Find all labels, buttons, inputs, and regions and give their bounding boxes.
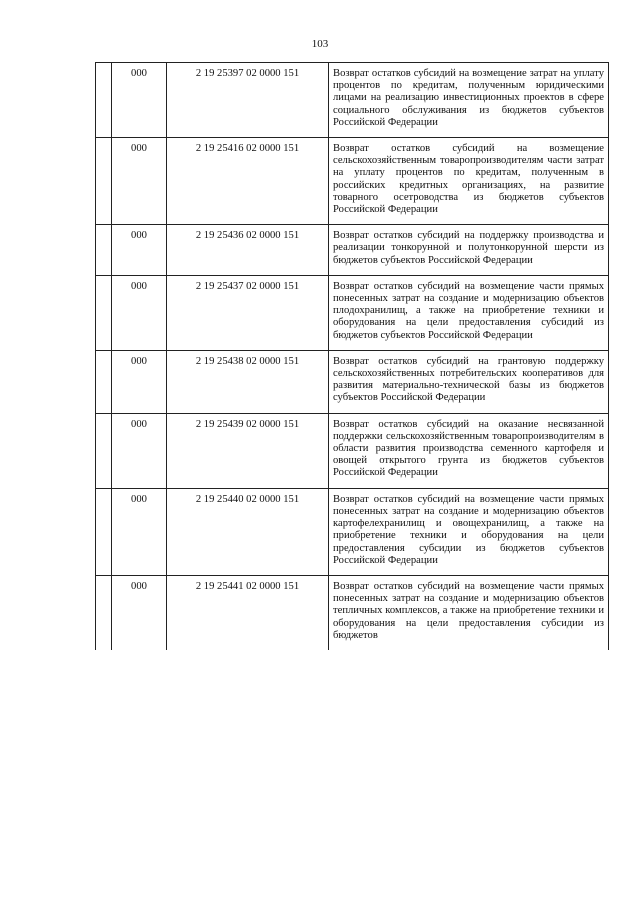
blank-cell xyxy=(96,225,112,276)
table-row xyxy=(96,63,609,138)
admin-code-cell: 000 xyxy=(112,138,167,225)
income-name-cell: Возврат остатков субсидий на возмещение части прямых понесенных затрат на создание и модернизацию объектов картофелехранилищ и овощехранилищ, а также на приобретение техники и оборудования на цели предоставления субсидии из бюджетов субъектов Российской Федерации xyxy=(329,488,609,575)
admin-code-cell: 000 xyxy=(112,488,167,575)
budget-code-cell: 2 19 25436 02 0000 151 xyxy=(167,225,329,276)
budget-code-cell: 2 19 25439 02 0000 151 xyxy=(167,413,329,488)
budget-code-cell: 2 19 25397 02 0000 151 xyxy=(167,63,329,138)
admin-code-cell: 000 xyxy=(112,413,167,488)
income-name-cell: Возврат остатков субсидий на возмещение затрат на уплату процентов по кредитам, полученным юридическими лицами на реализацию инвестиционных проектов в сфере социального обслуживания из бюджетов субъектов Российской Федерации xyxy=(329,63,609,138)
budget-code-cell: 2 19 25437 02 0000 151 xyxy=(167,275,329,350)
table-row xyxy=(96,488,609,575)
table-row xyxy=(96,138,609,225)
budget-code-cell: 2 19 25416 02 0000 151 xyxy=(167,138,329,225)
table-row xyxy=(96,413,609,488)
table-row xyxy=(96,275,609,350)
blank-cell xyxy=(96,575,112,650)
admin-code-cell: 000 xyxy=(112,350,167,413)
blank-cell xyxy=(96,350,112,413)
blank-cell xyxy=(96,138,112,225)
blank-cell xyxy=(96,275,112,350)
income-name-cell: Возврат остатков субсидий на возмещение сельскохозяйственным товаропроизводителям части затрат на уплату процентов по кредитам, полученным в российских кредитных организациях, на развитие товарного осетроводства из бюджетов субъектов Российской Федерации xyxy=(329,138,609,225)
page-number: 103 xyxy=(311,38,329,50)
blank-cell xyxy=(96,488,112,575)
blank-cell xyxy=(96,63,112,138)
budget-code-cell: 2 19 25438 02 0000 151 xyxy=(167,350,329,413)
budget-code-cell: 2 19 25441 02 0000 151 xyxy=(167,575,329,650)
income-name-cell: Возврат остатков субсидий на оказание несвязанной поддержки сельскохозяйственным товаропроизводителям в области развития производства семенного картофеля и овощей открытого грунта из бюджетов субъектов Российской Федерации xyxy=(329,413,609,488)
budget-classification-table xyxy=(95,62,609,650)
admin-code-cell: 000 xyxy=(112,225,167,276)
blank-cell xyxy=(96,413,112,488)
table-row xyxy=(96,575,609,650)
income-name-cell: Возврат остатков субсидий на грантовую поддержку сельскохозяйственных потребительских кооперативов для развития материально-технической базы из бюджетов субъектов Российской Федерации xyxy=(329,350,609,413)
admin-code-cell: 000 xyxy=(112,575,167,650)
income-name-cell: Возврат остатков субсидий на возмещение части прямых понесенных затрат на создание и модернизацию объектов тепличных комплексов, а также на приобретение техники и оборудования на цели предоставления субсидии из бюджетов xyxy=(329,575,609,650)
table-row xyxy=(96,225,609,276)
table-row xyxy=(96,350,609,413)
income-name-cell: Возврат остатков субсидий на поддержку производства и реализации тонкорунной и полутонкорунной шерсти из бюджетов субъектов Российской Федерации xyxy=(329,225,609,276)
admin-code-cell: 000 xyxy=(112,63,167,138)
admin-code-cell: 000 xyxy=(112,275,167,350)
budget-code-cell: 2 19 25440 02 0000 151 xyxy=(167,488,329,575)
income-name-cell: Возврат остатков субсидий на возмещение части прямых понесенных затрат на создание и модернизацию объектов плодохранилищ, а также на приобретение техники и оборудования на цели предоставления субсидий из бюджетов субъектов Российской Федерации xyxy=(329,275,609,350)
